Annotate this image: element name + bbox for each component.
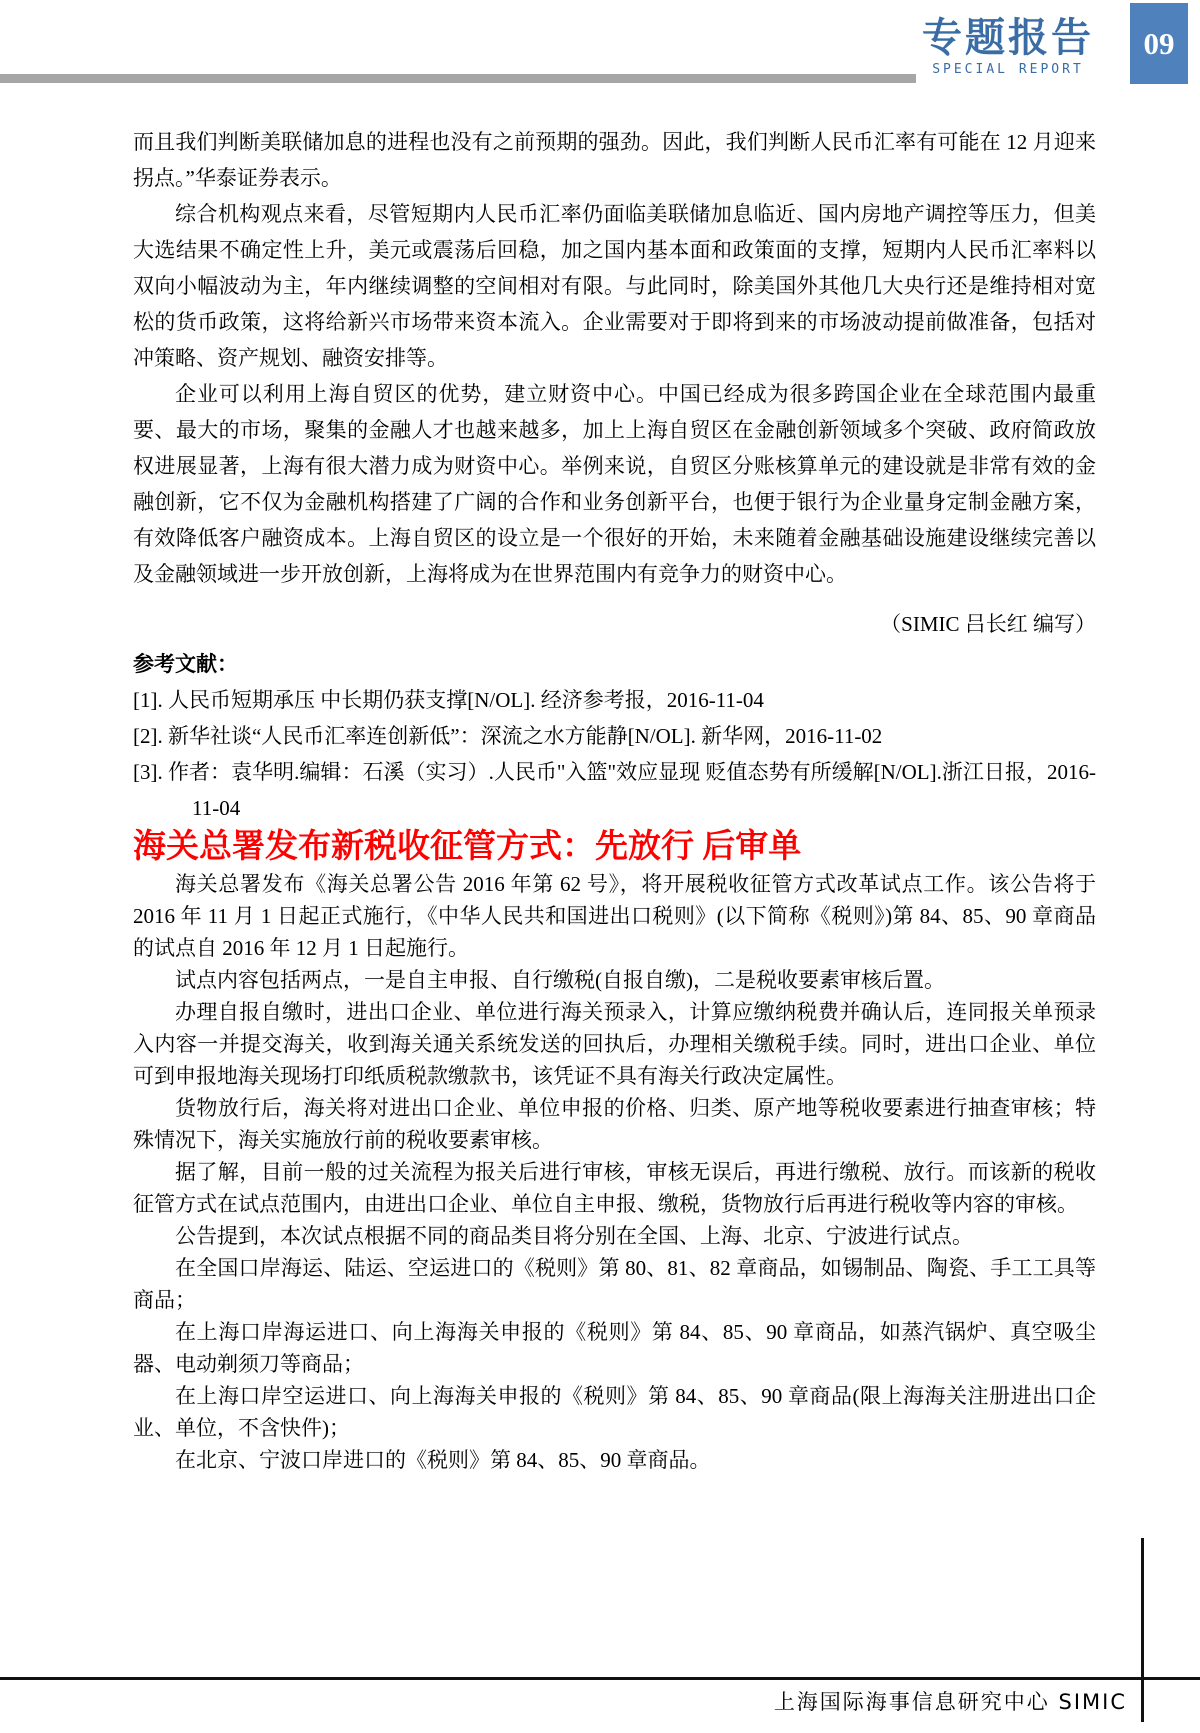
footer-rule [0,1677,1200,1680]
header-title-cn: 专题报告 [922,15,1094,61]
reference-item: [1]. 人民币短期承压 中长期仍获支撑[N/OL]. 经济参考报，2016-11-04 [133,688,764,712]
article1-paragraph: 综合机构观点来看，尽管短期内人民币汇率仍面临美联储加息临近、国内房地产调控等压力，但美大选结果不确定性上升，美元或震荡后回稳，加之国内基本面和政策面的支撑，短期内人民币汇率料以双向小幅波动为主，年内继续调整的空间相对有限。与此同时，除美国外其他几大央行还是维持相对宽松的货币政策，这将给新兴市场带来资本流入。企业需要对于即将到来的市场波动提前做准备，包括对冲策略、资产规划、融资安排等。 [133,202,1096,370]
article2-paragraph: 海关总署发布《海关总署公告 2016 年第 62 号》，将开展税收征管方式改革试点工作。该公告将于 2016 年 11 月 1 日起正式施行，《中华人民共和国进出口税则》(以下简称《税则》)第 84、85、90 章商品的试点自 2016 年 12 月 1 日起施行。 [133,872,1096,960]
header-title-en: SPECIAL REPORT [932,62,1084,77]
article2-paragraph: 在全国口岸海运、陆运、空运进口的《税则》第 80、81、82 章商品，如锡制品、陶瓷、手工工具等商品； [133,1256,1096,1312]
content-column [133,124,1096,1476]
article2-paragraph: 公告提到，本次试点根据不同的商品类目将分别在全国、上海、北京、宁波进行试点。 [175,1224,973,1248]
references-heading: 参考文献： [133,652,238,676]
header-divider-bar [0,74,916,83]
page-header [922,16,1094,77]
article2-paragraph: 在上海口岸海运进口、向上海海关申报的《税则》第 84、85、90 章商品，如蒸汽锅炉、真空吸尘器、电动剃须刀等商品； [133,1320,1096,1376]
article2-paragraph: 据了解，目前一般的过关流程为报关后进行审核，审核无误后，再进行缴税、放行。而该新的税收征管方式在试点范围内，由进出口企业、单位自主申报、缴税，货物放行后再进行税收等内容的审核。 [133,1160,1096,1216]
article1-paragraph: 企业可以利用上海自贸区的优势，建立财资中心。中国已经成为很多跨国企业在全球范围内最重要、最大的市场，聚集的金融人才也越来越多，加上上海自贸区在金融创新领域多个突破、政府简政放权进展显著，上海有很大潜力成为财资中心。举例来说，自贸区分账核算单元的建设就是非常有效的金融创新，它不仅为金融机构搭建了广阔的合作和业务创新平台，也便于银行为企业量身定制金融方案，有效降低客户融资成本。上海自贸区的设立是一个很好的开始，未来随着金融基础设施建设继续完善以及金融领域进一步开放创新，上海将成为在世界范围内有竞争力的财资中心。 [133,382,1096,586]
article2-paragraph: 办理自报自缴时，进出口企业、单位进行海关预录入，计算应缴纳税费并确认后，连同报关单预录入内容一并提交海关，收到海关通关系统发送的回执后，办理相关缴税手续。同时，进出口企业、单位可到申报地海关现场打印纸质税款缴款书，该凭证不具有海关行政决定属性。 [133,1000,1096,1088]
right-vertical-rule [1141,1538,1144,1722]
page-number-badge: 09 [1130,3,1188,84]
article2-paragraph: 在上海口岸空运进口、向上海海关申报的《税则》第 84、85、90 章商品(限上海海关注册进出口企业、单位，不含快件)； [133,1384,1096,1440]
reference-item: [2]. 新华社谈“人民币汇率连创新低”：深流之水方能静[N/OL]. 新华网，2016-11-02 [133,724,883,748]
article2-paragraph: 货物放行后，海关将对进出口企业、单位申报的价格、归类、原产地等税收要素进行抽查审核；特殊情况下，海关实施放行前的税收要素审核。 [133,1096,1096,1152]
reference-item: [3]. 作者：袁华明.编辑：石溪（实习）.人民币"入篮"效应显现 贬值态势有所缓解[N/OL].浙江日报，2016-11-04 [133,760,1096,820]
article2-paragraph: 试点内容包括两点，一是自主申报、自行缴税(自报自缴)，二是税收要素审核后置。 [175,968,945,992]
article2-paragraph: 在北京、宁波口岸进口的《税则》第 84、85、90 章商品。 [175,1448,711,1472]
article1-paragraph-continuation: 而且我们判断美联储加息的进程也没有之前预期的强劲。因此，我们判断人民币汇率有可能在 12 月迎来拐点。”华泰证券表示。 [133,130,1096,190]
author-attribution: （SIMIC 吕长红 编写） [880,612,1096,636]
article2-title: 海关总署发布新税收征管方式：先放行 后审单 [133,829,802,865]
footer-text: 上海国际海事信息研究中心 SIMIC [773,1690,1127,1714]
